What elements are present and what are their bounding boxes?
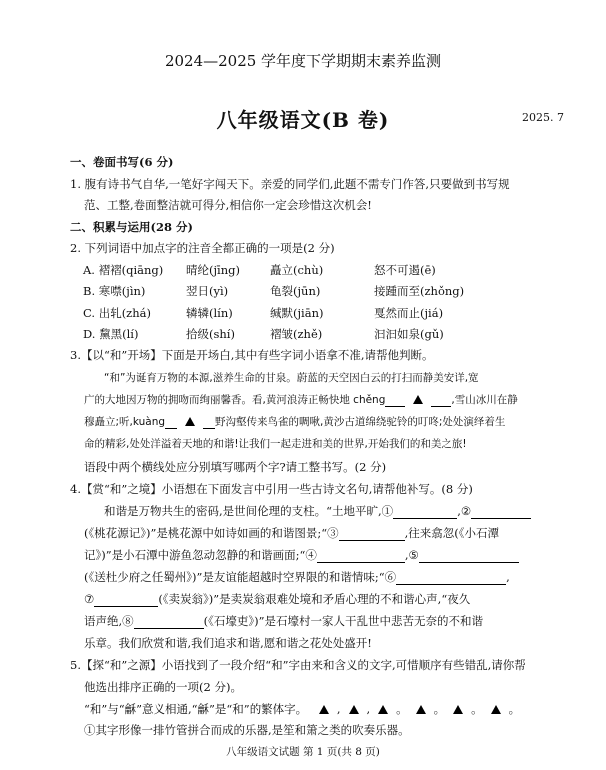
q2-option-d-1: D. 黧黑(lí)	[83, 327, 139, 341]
q2-option-a-4: 怒不可遏(ē)	[374, 263, 436, 277]
q4-blank-4[interactable]	[317, 550, 405, 563]
q3-blank-1b	[431, 394, 451, 407]
q2-option-a-2: 晴纶(jīng)	[186, 263, 240, 277]
triangle-mark-icon	[349, 705, 359, 714]
q2-stem: 2. 下列词语中加点字的注音全都正确的一项是(2 分)	[70, 241, 335, 255]
q4-line-3: (《桃花源记》)”是桃花源中如诗如画的和谐图景;“③ ,往来翕忽(《小石潭	[84, 526, 500, 540]
triangle-mark-icon	[378, 705, 388, 714]
q3-passage-3: 穆矗立;听,kuàng 野沟壑传来鸟雀的啁啾,黄沙古道绵绕驼铃的叮咚;处处演绎着生	[84, 416, 506, 428]
q3-passage-1: “和”为诞育万物的本源,滋养生命的甘泉。蔚蓝的天空因白云的打扫而静美安详,宽	[104, 372, 479, 384]
q2-option-c-2: 辚辚(lín)	[186, 306, 233, 320]
triangle-mark-icon	[319, 705, 329, 714]
q4-stem: 4.【赏“和”之境】小语想在下面发言中引用一些古诗文名句,请帮他补写。(8 分)	[70, 482, 473, 496]
triangle-mark-icon	[491, 705, 501, 714]
q5-line-4: ①其字形像一排竹管拼合而成的乐器,是笙和箫之类的吹奏乐器。	[84, 723, 410, 737]
q4-line-4: 记》)”是小石潭中游鱼忽动忽静的和谐画面;“④ ,⑤	[84, 547, 519, 563]
triangle-mark-icon	[416, 705, 426, 714]
subject-title: 八年级语文(B 卷)	[216, 108, 390, 132]
q4-blank-8[interactable]	[134, 616, 204, 629]
q2-option-a-3: 矗立(chù)	[270, 263, 324, 277]
q4-line-7: 语声绝,⑧ (《石壕吏》)”是石壕村一家人干乱世中悲苦无奈的不和谐	[84, 614, 484, 628]
q2-option-b-3: 龟裂(jūn)	[270, 284, 321, 298]
exam-date: 2025. 7	[522, 111, 564, 124]
triangle-mark-icon	[413, 395, 423, 404]
q2-option-b-4: 接踵而至(zhǒng)	[374, 284, 465, 298]
q2-option-b-1: B. 寒噤(jìn)	[83, 284, 146, 298]
q4-line-5: (《送杜少府之任蜀州》)”是友谊能超越时空界限的和谐情味;“⑥ ,	[84, 570, 510, 584]
q3-passage-4: 命的精彩,处处洋溢着天地的和谐!让我们一起走进和美的世界,开始我们的和美之旅!	[84, 438, 467, 450]
q4-line-6: ⑦ (《卖炭翁》)”是卖炭翁艰难处境和矛盾心理的不和谐心声,“夜久	[84, 592, 471, 606]
q4-blank-3[interactable]	[339, 528, 405, 541]
q2-option-c-4: 戛然而止(jiá)	[374, 306, 444, 320]
q4-line-2: 和谐是万物共生的密码,是世间伦理的支柱。“土地平旷,① ,②	[104, 503, 531, 519]
q3-blank-2b	[203, 416, 215, 429]
q5-line-2: 他选出排序正确的一项(2 分)。	[84, 680, 242, 694]
q3-blank-1	[385, 394, 405, 407]
q4-blank-1[interactable]	[393, 506, 457, 519]
q2-option-c-3: 缄默(jiān)	[270, 306, 324, 320]
q4-blank-6[interactable]	[396, 572, 506, 585]
q2-option-a-1: A. 褶褶(qiāng)	[83, 263, 164, 277]
q2-option-b-2: 翌日(yì)	[186, 284, 229, 298]
q3-question: 语段中两个横线处应分别填写哪两个字?请工整书写。(2 分)	[84, 460, 387, 474]
q5-stem: 5.【探“和”之源】小语找到了一段介绍“和”字由来和含义的文字,可惜顺序有些错乱,请你帮	[70, 658, 526, 672]
q5-line-3: “和”与“龢”意义相通,“龢”是“和”的繁体字。 , , 。 。 。 。	[84, 702, 521, 716]
section-2-title: 二、积累与运用(28 分)	[70, 220, 193, 234]
q2-option-d-3: 褶皱(zhě)	[270, 327, 323, 341]
q4-line-8: 乐章。我们欣赏和谐,我们追求和谐,愿和谐之花处处盛开!	[84, 636, 372, 650]
section-1-title: 一、卷面书写(6 分)	[70, 155, 174, 169]
q2-option-d-4: 汩汩如泉(gǔ)	[374, 327, 444, 341]
q2-option-c-1: C. 出轧(zhá)	[83, 306, 151, 320]
q3-stem: 3.【以“和”开场】下面是开场白,其中有些字词小语拿不准,请帮他判断。	[70, 348, 434, 362]
q1-line-1: 1. 腹有诗书气自华,一笔好字闯天下。亲爱的同学们,此题不需专门作答,只要做到书写规	[70, 177, 510, 191]
q1-line-2: 范、工整,卷面整洁就可得分,相信你一定会珍惜这次机会!	[84, 198, 372, 212]
triangle-mark-icon	[453, 705, 463, 714]
q2-option-d-2: 拾级(shí)	[186, 327, 235, 341]
page-footer: 八年级语文试题 第 1 页(共 8 页)	[226, 746, 380, 758]
q4-blank-2[interactable]	[471, 506, 531, 519]
q4-blank-5[interactable]	[419, 550, 519, 563]
q3-blank-2	[165, 416, 177, 429]
triangle-mark-icon	[185, 417, 195, 426]
q3-passage-2: 广的大地因万物的拥吻而绚丽馨香。看,黄河浪涛正畅快地 chěng ,雪山冰川在静	[84, 394, 518, 406]
exam-title: 2024—2025 学年度下学期期末素养监测	[164, 52, 442, 70]
q4-blank-7[interactable]	[94, 594, 158, 607]
